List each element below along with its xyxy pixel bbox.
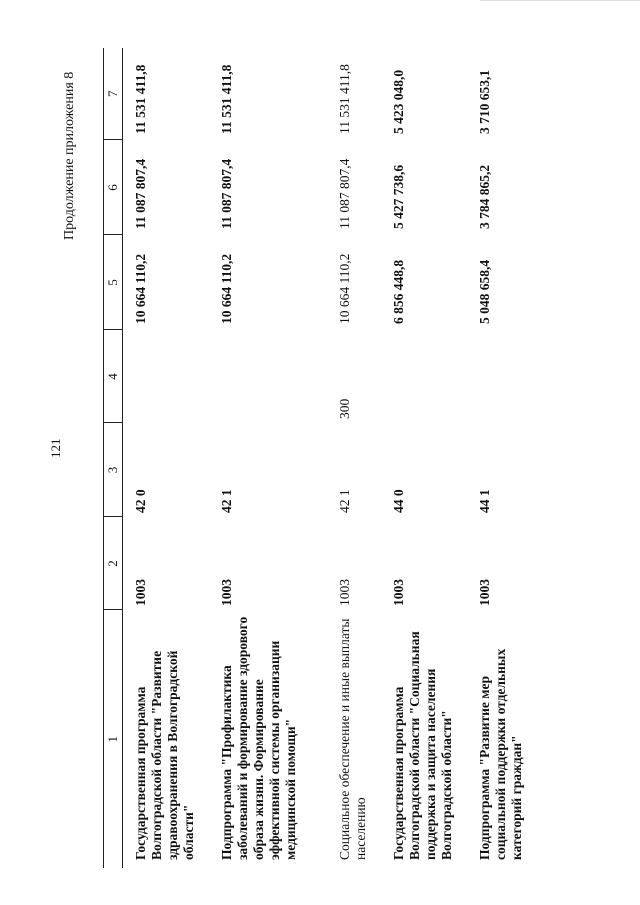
table-header-row (104, 48, 123, 868)
row-section: 1003 (477, 579, 492, 606)
row-amount-5: 6 856 448,8 (391, 259, 406, 324)
row-amount-7: 11 531 411,8 (219, 64, 234, 134)
row-name: Государственная программа Волгоградской области "Развитие здравоохранения в Волгоградской области" (133, 650, 196, 860)
row-amount-5: 10 664 110,2 (337, 253, 352, 324)
table-row (123, 48, 210, 868)
row-amount-5: 10 664 110,2 (133, 253, 148, 324)
row-expense-type (381, 330, 467, 423)
row-amount-6: 11 087 807,4 (133, 158, 148, 229)
row-name: Подпрограмма "Профилактика заболеваний и формирование здорового образа жизни. Формирование эффективной системы организации медицинской помощи" (219, 616, 298, 860)
row-section: 1003 (133, 579, 148, 606)
row-amount-6: 5 427 738,6 (391, 164, 406, 229)
row-amount-5: 5 048 658,4 (477, 259, 492, 324)
budget-table (103, 48, 539, 868)
row-expense-type (467, 330, 539, 423)
row-expense-type: 300 (337, 398, 352, 419)
col-header-3: 3 (104, 423, 123, 517)
row-expense-type (123, 330, 210, 423)
row-amount-7: 3 710 653,1 (477, 69, 492, 134)
page-header: Продолжение приложения 8 (62, 71, 77, 240)
col-header-2: 2 (104, 517, 123, 610)
row-amount-5: 10 664 110,2 (219, 253, 234, 324)
row-section: 1003 (391, 579, 406, 606)
table-row (381, 48, 467, 868)
top-edge-rule (480, 0, 640, 1)
row-name: Государственная программа Волгоградской области "Социальная поддержка и защита населения Волгоградской области" (391, 631, 454, 860)
row-program: 42 0 (133, 489, 148, 513)
rotated-table-wrap (103, 48, 523, 868)
row-name: Подпрограмма "Развитие мер социальной поддержки отдельных категорий граждан" (477, 648, 524, 860)
row-program: 44 0 (391, 489, 406, 513)
col-header-7: 7 (104, 48, 123, 140)
row-program: 42 1 (219, 489, 234, 513)
row-name: Социальное обеспечение и иные выплаты населению (337, 618, 368, 860)
row-expense-type (209, 330, 327, 423)
col-header-1: 1 (104, 610, 123, 868)
row-amount-6: 11 087 807,4 (337, 158, 352, 229)
table-row (467, 48, 539, 868)
col-header-6: 6 (104, 140, 123, 235)
row-amount-6: 11 087 807,4 (219, 158, 234, 229)
row-program: 42 1 (337, 489, 352, 513)
row-section: 1003 (337, 579, 352, 606)
row-amount-7: 11 531 411,8 (337, 64, 352, 134)
row-section: 1003 (219, 579, 234, 606)
col-header-4: 4 (104, 330, 123, 423)
table-row (327, 48, 381, 868)
table-row (209, 48, 327, 868)
row-amount-7: 11 531 411,8 (133, 64, 148, 134)
row-amount-7: 5 423 048,0 (391, 69, 406, 134)
row-program: 44 1 (477, 489, 492, 513)
page-number: 121 (48, 438, 63, 458)
row-amount-6: 3 784 865,2 (477, 164, 492, 229)
col-header-5: 5 (104, 235, 123, 330)
